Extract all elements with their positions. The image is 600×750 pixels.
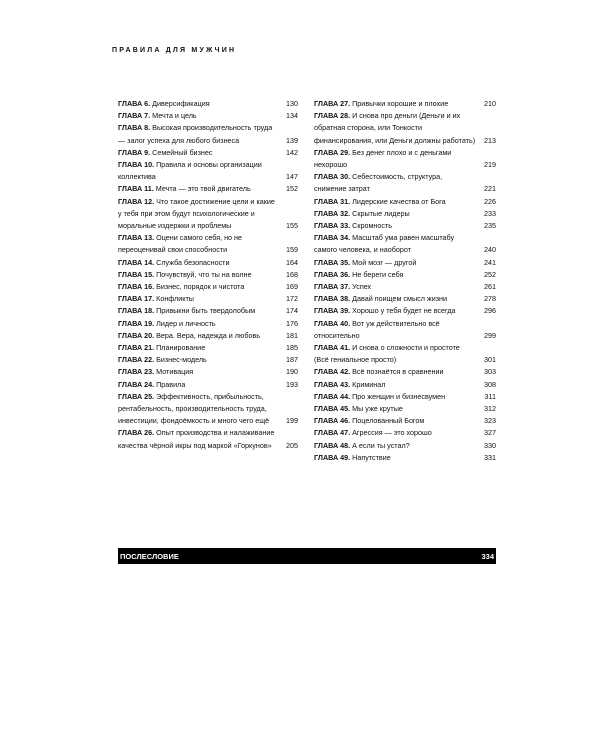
- toc-entry-page: 174: [286, 306, 298, 316]
- toc-entry-title: [314, 208, 482, 220]
- toc-entry-title: [314, 220, 482, 232]
- chapter-title: Лидерские качества от Бога: [352, 196, 446, 206]
- running-header: ПРАВИЛА ДЛЯ МУЖЧИН: [112, 47, 237, 54]
- toc-entry[interactable]: [314, 379, 496, 391]
- chapter-title: Скромность: [352, 221, 393, 231]
- chapter-title: Мой мозг — другой: [352, 257, 417, 267]
- table-of-contents: [118, 98, 496, 464]
- toc-entry-page: 213: [484, 135, 496, 145]
- toc-entry-page: 219: [484, 160, 496, 170]
- toc-entry[interactable]: [118, 379, 298, 391]
- toc-entry-page: 190: [286, 367, 298, 377]
- chapter-title: Мечта и цель: [152, 111, 197, 121]
- toc-entry-title: [118, 305, 284, 317]
- chapter-number: ГЛАВА 25.: [118, 391, 155, 401]
- toc-entry-page: 210: [484, 99, 496, 108]
- chapter-title: Правила и основы организации коллектива: [118, 160, 262, 182]
- toc-entry[interactable]: [118, 427, 298, 451]
- chapter-number: ГЛАВА 43.: [314, 379, 351, 389]
- toc-entry[interactable]: [118, 196, 298, 233]
- chapter-number: ГЛАВА 18.: [118, 306, 155, 316]
- toc-entry[interactable]: [314, 232, 496, 256]
- chapter-number: ГЛАВА 12.: [118, 196, 155, 206]
- toc-entry-page: 187: [286, 355, 298, 365]
- afterword-label: ПОСЛЕСЛОВИЕ: [120, 551, 179, 561]
- chapter-title: Поцелованный Богом: [352, 416, 425, 426]
- toc-entry-page: 169: [286, 282, 298, 292]
- toc-entry-page: 168: [286, 269, 298, 279]
- toc-entry-title: [118, 379, 284, 391]
- toc-entry-page: 142: [286, 147, 298, 157]
- chapter-title: Себестоимость, структура, снижение затрат: [314, 172, 443, 194]
- chapter-title: Бизнес-модель: [156, 355, 207, 365]
- chapter-number: ГЛАВА 17.: [118, 294, 155, 304]
- toc-entry-title: [314, 427, 482, 439]
- toc-entry-title: [118, 269, 284, 281]
- toc-entry-title: [118, 110, 284, 122]
- afterword-page: 334: [481, 551, 494, 561]
- toc-entry-page: 130: [286, 99, 298, 108]
- chapter-title: Планирование: [156, 343, 206, 353]
- chapter-title: Успех: [352, 282, 372, 292]
- chapter-number: ГЛАВА 49.: [314, 452, 351, 462]
- toc-entry[interactable]: [314, 98, 496, 110]
- toc-entry-title: [118, 391, 284, 428]
- toc-entry-page: 199: [286, 416, 298, 426]
- chapter-number: ГЛАВА 11.: [118, 184, 154, 194]
- chapter-number: ГЛАВА 42.: [314, 367, 351, 377]
- toc-entry[interactable]: [118, 318, 298, 330]
- chapter-title: Вера. Вера, надежда и любовь: [156, 330, 261, 340]
- chapter-number: ГЛАВА 40.: [314, 318, 351, 328]
- chapter-title: Бизнес, порядок и чистота: [156, 282, 245, 292]
- toc-entry-title: [314, 98, 482, 110]
- chapter-title: Почувствуй, что ты на волне: [156, 269, 252, 279]
- toc-entry-title: [118, 427, 284, 451]
- chapter-title: Скрытые лидеры: [352, 208, 410, 218]
- chapter-title: Агрессия — это хорошо: [352, 428, 432, 438]
- toc-entry-title: [314, 293, 482, 305]
- chapter-title: Криминал: [352, 379, 386, 389]
- chapter-number: ГЛАВА 10.: [118, 160, 155, 170]
- toc-entry[interactable]: [314, 269, 496, 281]
- toc-entry[interactable]: [118, 330, 298, 342]
- chapter-title: Семейный бизнес: [152, 147, 213, 157]
- toc-entry[interactable]: [314, 415, 496, 427]
- toc-entry-title: [118, 354, 284, 366]
- chapter-number: ГЛАВА 34.: [314, 233, 351, 243]
- toc-entry[interactable]: [314, 403, 496, 415]
- toc-entry[interactable]: [118, 281, 298, 293]
- toc-entry[interactable]: [314, 220, 496, 232]
- toc-entry-page: 312: [484, 404, 496, 414]
- chapter-title: Опыт производства и налаживание качества чёрной икры под маркой «Горкунов»: [118, 428, 275, 450]
- toc-entry[interactable]: [118, 122, 298, 146]
- toc-entry[interactable]: [118, 257, 298, 269]
- chapter-title: Высокая производительность труда — залог успеха для любого бизнеса: [118, 123, 273, 145]
- toc-entry[interactable]: [118, 293, 298, 305]
- toc-entry[interactable]: [118, 159, 298, 183]
- chapter-number: ГЛАВА 44.: [314, 391, 351, 401]
- toc-entry[interactable]: [118, 366, 298, 378]
- toc-entry-page: 155: [286, 221, 298, 231]
- toc-entry-page: 261: [484, 282, 496, 292]
- chapter-title: Что такое достижение цели и какие у тебя при этом будут психологические и моральные издержки и проблемы: [118, 196, 275, 231]
- chapter-number: ГЛАВА 29.: [314, 147, 351, 157]
- toc-entry-title: [314, 452, 482, 464]
- chapter-title: И снова про деньги (Деньги и их обратная сторона, или Тонкости финансирования, или Деньги должны работать): [314, 111, 476, 145]
- toc-entry[interactable]: [314, 147, 496, 171]
- toc-entry-title: [314, 391, 482, 403]
- toc-entry-title: [314, 269, 482, 281]
- toc-entry-page: 176: [286, 318, 298, 328]
- chapter-title: Всё познаётся в сравнении: [352, 367, 444, 377]
- toc-entry[interactable]: [314, 391, 496, 403]
- toc-entry-page: 164: [286, 257, 298, 267]
- toc-entry[interactable]: [314, 110, 496, 147]
- chapter-title: Давай поищем смысл жизни: [352, 294, 448, 304]
- toc-entry-title: [118, 366, 284, 378]
- toc-entry-page: 181: [286, 330, 298, 340]
- toc-entry[interactable]: [314, 366, 496, 378]
- toc-entry[interactable]: [314, 452, 496, 464]
- toc-entry-title: [118, 318, 284, 330]
- chapter-title: Вот уж действительно всё относительно: [314, 318, 440, 340]
- toc-entry-page: 327: [484, 428, 496, 438]
- toc-entry[interactable]: [118, 183, 298, 195]
- chapter-number: ГЛАВА 33.: [314, 221, 351, 231]
- toc-entry-title: [118, 147, 284, 159]
- chapter-number: ГЛАВА 30.: [314, 172, 351, 182]
- toc-entry[interactable]: [314, 305, 496, 317]
- toc-entry[interactable]: [118, 391, 298, 428]
- toc-entry-page: 252: [484, 269, 496, 279]
- chapter-title: Мечта — это твой двигатель: [155, 184, 251, 194]
- toc-entry[interactable]: [314, 318, 496, 342]
- chapter-number: ГЛАВА 45.: [314, 404, 351, 414]
- chapter-number: ГЛАВА 20.: [118, 330, 155, 340]
- toc-entry-page: 296: [484, 306, 496, 316]
- toc-entry[interactable]: [314, 293, 496, 305]
- chapter-title: Оцени самого себя, но не переоценивай свои способности: [118, 233, 243, 255]
- toc-entry-page: 221: [484, 184, 496, 194]
- chapter-title: Привычки хорошие и плохие: [352, 99, 449, 108]
- toc-entry-page: 301: [484, 355, 496, 365]
- chapter-title: Масштаб ума равен масштабу самого человека, и наоборот: [314, 233, 455, 255]
- chapter-title: Мы уже крутые: [352, 404, 403, 414]
- chapter-number: ГЛАВА 21.: [118, 343, 155, 353]
- chapter-number: ГЛАВА 26.: [118, 428, 155, 438]
- chapter-title: Диверсификация: [152, 99, 210, 108]
- toc-entry[interactable]: [314, 342, 496, 366]
- chapter-number: ГЛАВА 8.: [118, 123, 151, 133]
- afterword-bar[interactable]: [118, 548, 496, 564]
- toc-left-column: [118, 98, 298, 464]
- chapter-title: Эффективность, прибыльность, рентабельность, производительность труда, инвестиции, фондоёмкость и много чего ещё: [118, 391, 270, 426]
- chapter-number: ГЛАВА 27.: [314, 99, 351, 108]
- toc-entry[interactable]: [118, 110, 298, 122]
- toc-entry-title: [314, 110, 482, 147]
- chapter-number: ГЛАВА 37.: [314, 282, 351, 292]
- toc-entry-title: [118, 293, 284, 305]
- toc-entry-page: 323: [484, 416, 496, 426]
- chapter-number: ГЛАВА 24.: [118, 379, 155, 389]
- toc-entry-page: 299: [484, 330, 496, 340]
- toc-entry-title: [314, 257, 482, 269]
- chapter-number: ГЛАВА 39.: [314, 306, 351, 316]
- toc-entry[interactable]: [118, 305, 298, 317]
- toc-entry-page: 226: [484, 196, 496, 206]
- chapter-number: ГЛАВА 7.: [118, 111, 151, 121]
- toc-entry-title: [314, 232, 482, 256]
- toc-entry-title: [118, 330, 284, 342]
- chapter-number: ГЛАВА 35.: [314, 257, 351, 267]
- chapter-title: Мотивация: [156, 367, 194, 377]
- chapter-title: Правила: [156, 379, 186, 389]
- toc-entry-page: 240: [484, 245, 496, 255]
- toc-entry[interactable]: [118, 232, 298, 256]
- toc-entry[interactable]: [118, 147, 298, 159]
- toc-entry-title: [118, 196, 284, 233]
- toc-entry[interactable]: [314, 171, 496, 195]
- toc-entry[interactable]: [118, 269, 298, 281]
- toc-entry-page: 134: [286, 111, 298, 121]
- chapter-number: ГЛАВА 31.: [314, 196, 351, 206]
- toc-entry[interactable]: [314, 427, 496, 439]
- chapter-title: Лидер и личность: [156, 318, 216, 328]
- toc-entry-page: 331: [484, 452, 496, 462]
- chapter-number: ГЛАВА 13.: [118, 233, 155, 243]
- chapter-number: ГЛАВА 6.: [118, 99, 151, 108]
- toc-entry-page: 147: [286, 172, 298, 182]
- toc-entry-page: 159: [286, 245, 298, 255]
- chapter-title: Не береги себя: [352, 269, 404, 279]
- chapter-number: ГЛАВА 15.: [118, 269, 155, 279]
- toc-entry[interactable]: [314, 281, 496, 293]
- toc-entry-title: [314, 305, 482, 317]
- toc-entry-page: 330: [484, 440, 496, 450]
- toc-entry[interactable]: [314, 257, 496, 269]
- toc-entry[interactable]: [118, 354, 298, 366]
- chapter-number: ГЛАВА 23.: [118, 367, 155, 377]
- toc-entry-title: [314, 196, 482, 208]
- chapter-number: ГЛАВА 46.: [314, 416, 351, 426]
- toc-entry[interactable]: [314, 196, 496, 208]
- toc-entry-page: 311: [484, 391, 496, 401]
- toc-entry-title: [314, 379, 482, 391]
- toc-entry[interactable]: [118, 98, 298, 110]
- chapter-title: А если ты устал?: [352, 440, 410, 450]
- chapter-title: Напутствие: [352, 452, 391, 462]
- toc-entry-page: 278: [484, 294, 496, 304]
- toc-entry-title: [118, 281, 284, 293]
- chapter-title: Хорошо у тебя будет не всегда: [352, 306, 456, 316]
- toc-entry-title: [118, 232, 284, 256]
- toc-entry-title: [118, 257, 284, 269]
- chapter-title: Конфликты: [156, 294, 194, 304]
- toc-entry-title: [118, 122, 284, 146]
- chapter-number: ГЛАВА 38.: [314, 294, 351, 304]
- chapter-number: ГЛАВА 32.: [314, 208, 351, 218]
- chapter-number: ГЛАВА 22.: [118, 355, 155, 365]
- toc-entry[interactable]: [314, 208, 496, 220]
- toc-entry-title: [314, 342, 482, 366]
- toc-entry[interactable]: [118, 342, 298, 354]
- chapter-number: ГЛАВА 19.: [118, 318, 155, 328]
- chapter-title: Про женщин и бизнесвумен: [352, 391, 446, 401]
- toc-entry-title: [118, 159, 284, 183]
- chapter-number: ГЛАВА 9.: [118, 147, 151, 157]
- toc-entry-title: [314, 281, 482, 293]
- chapter-number: ГЛАВА 47.: [314, 428, 351, 438]
- chapter-number: ГЛАВА 28.: [314, 111, 351, 121]
- toc-entry-title: [118, 342, 284, 354]
- toc-entry-title: [314, 318, 482, 342]
- chapter-title: Служба безопасности: [156, 257, 230, 267]
- chapter-number: ГЛАВА 41.: [314, 343, 351, 353]
- chapter-title: Без денег плохо и с деньгами нехорошо: [314, 147, 452, 170]
- toc-entry-title: [314, 171, 482, 195]
- toc-entry-page: 303: [484, 367, 496, 377]
- toc-entry-page: 193: [286, 379, 298, 389]
- toc-entry-page: 235: [484, 221, 496, 231]
- toc-entry-page: 241: [484, 257, 496, 267]
- toc-entry-title: [314, 366, 482, 378]
- chapter-number: ГЛАВА 14.: [118, 257, 155, 267]
- toc-entry-title: [314, 403, 482, 415]
- toc-entry-page: 152: [286, 184, 298, 194]
- toc-entry-page: 185: [286, 343, 298, 353]
- toc-entry-title: [118, 183, 284, 195]
- chapter-number: ГЛАВА 36.: [314, 269, 351, 279]
- chapter-number: ГЛАВА 48.: [314, 440, 351, 450]
- toc-entry-title: [314, 415, 482, 427]
- toc-entry-page: 233: [484, 208, 496, 218]
- toc-entry-page: 205: [286, 440, 298, 450]
- toc-entry-page: 139: [286, 135, 298, 145]
- toc-entry-title: [118, 98, 284, 110]
- toc-entry-page: 172: [286, 294, 298, 304]
- chapter-title: Привыкни быть твердолобым: [156, 306, 256, 316]
- toc-right-column: [314, 98, 496, 464]
- toc-entry-title: [314, 440, 482, 452]
- chapter-title: И снова о сложности и простоте (Всё гениальное просто): [314, 343, 460, 365]
- chapter-number: ГЛАВА 16.: [118, 282, 155, 292]
- toc-entry-title: [314, 147, 482, 171]
- toc-entry-page: 308: [484, 379, 496, 389]
- toc-entry[interactable]: [314, 440, 496, 452]
